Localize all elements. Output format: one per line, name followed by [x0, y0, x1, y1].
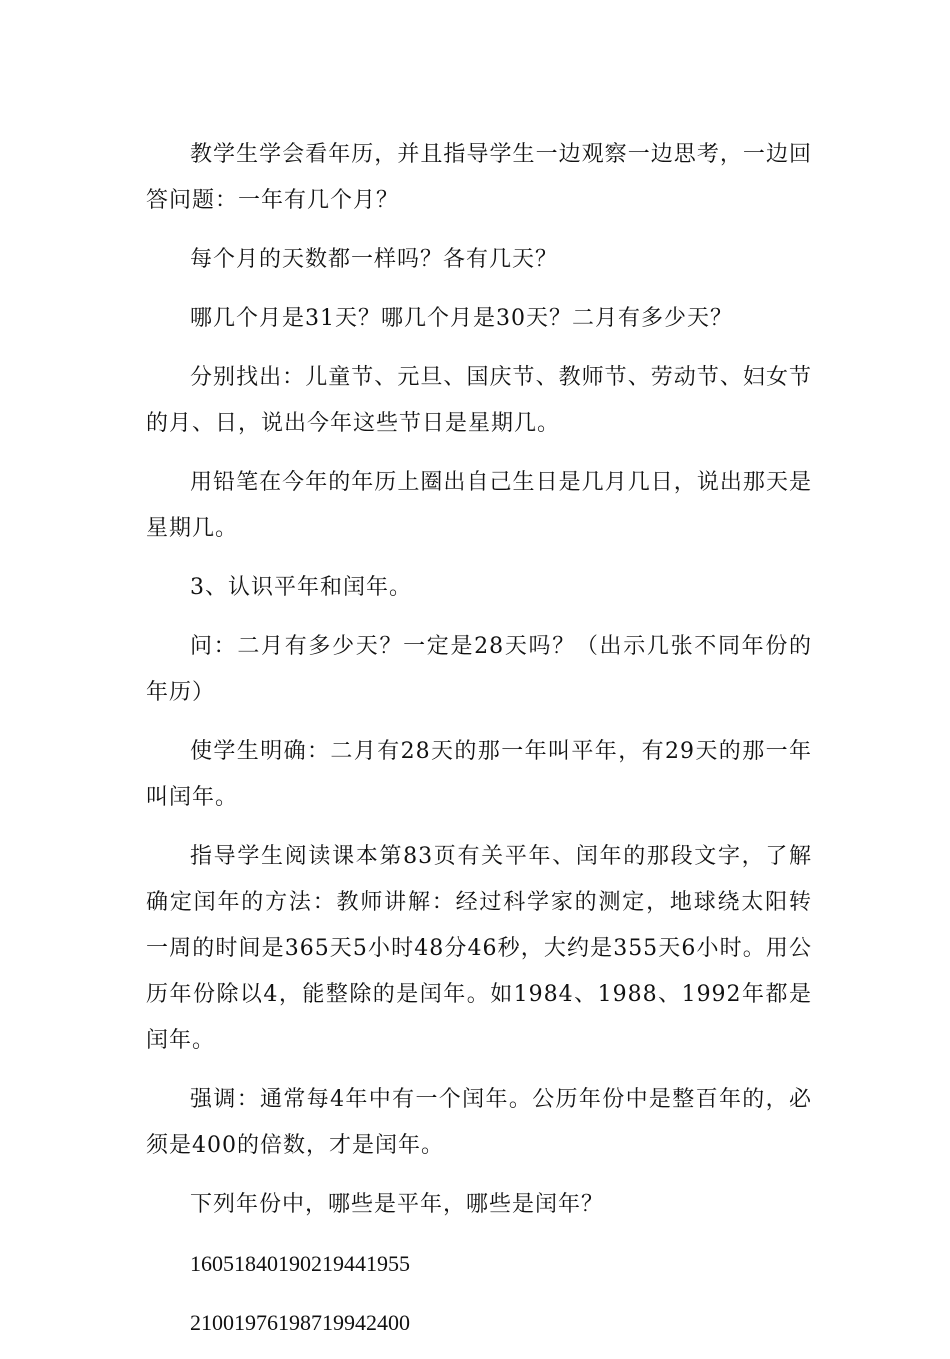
exercise-years-row-2: 21001976198719942400	[190, 1310, 410, 1335]
paragraph-emphasis: 强调：通常每4年中有一个闰年。公历年份中是整百年的，必须是400的倍数，才是闰年。	[146, 1087, 812, 1158]
paragraph-31-30-days: 哪几个月是31天？哪几个月是30天？二月有多少天？	[190, 306, 733, 331]
paragraph-birthday: 用铅笔在今年的年历上圈出自己生日是几月几日，说出那天是星期几。	[146, 470, 812, 541]
paragraph-definition: 使学生明确：二月有28天的那一年叫平年，有29天的那一年叫闰年。	[146, 739, 812, 810]
paragraph-holidays: 分别找出：儿童节、元旦、国庆节、教师节、劳动节、妇女节的月、日，说出今年这些节日是星期几。	[146, 365, 812, 436]
exercise-years-row-1: 16051840190219441955	[190, 1251, 410, 1276]
paragraph-exercise-prompt: 下列年份中，哪些是平年，哪些是闰年？	[190, 1192, 605, 1217]
paragraph-february-question: 问：二月有多少天？一定是28天吗？（出示几张不同年份的年历）	[146, 634, 812, 705]
paragraph-month-days: 每个月的天数都一样吗？各有几天？	[190, 247, 559, 272]
document-body	[146, 132, 812, 1359]
section-heading-leap-year: 3、认识平年和闰年。	[190, 575, 412, 600]
paragraph-method: 指导学生阅读课本第83页有关平年、闰年的那段文字，了解确定闰年的方法：教师讲解：经过科学家的测定，地球绕太阳转一周的时间是365天5小时48分46秒，大约是355天6小时。用公历年份除以4，能整除的是闰年。如1984、1988、1992年都是闰年。	[146, 844, 812, 1053]
paragraph-calendar-reading: 教学生学会看年历，并且指导学生一边观察一边思考，一边回答问题：一年有几个月？	[146, 142, 812, 213]
